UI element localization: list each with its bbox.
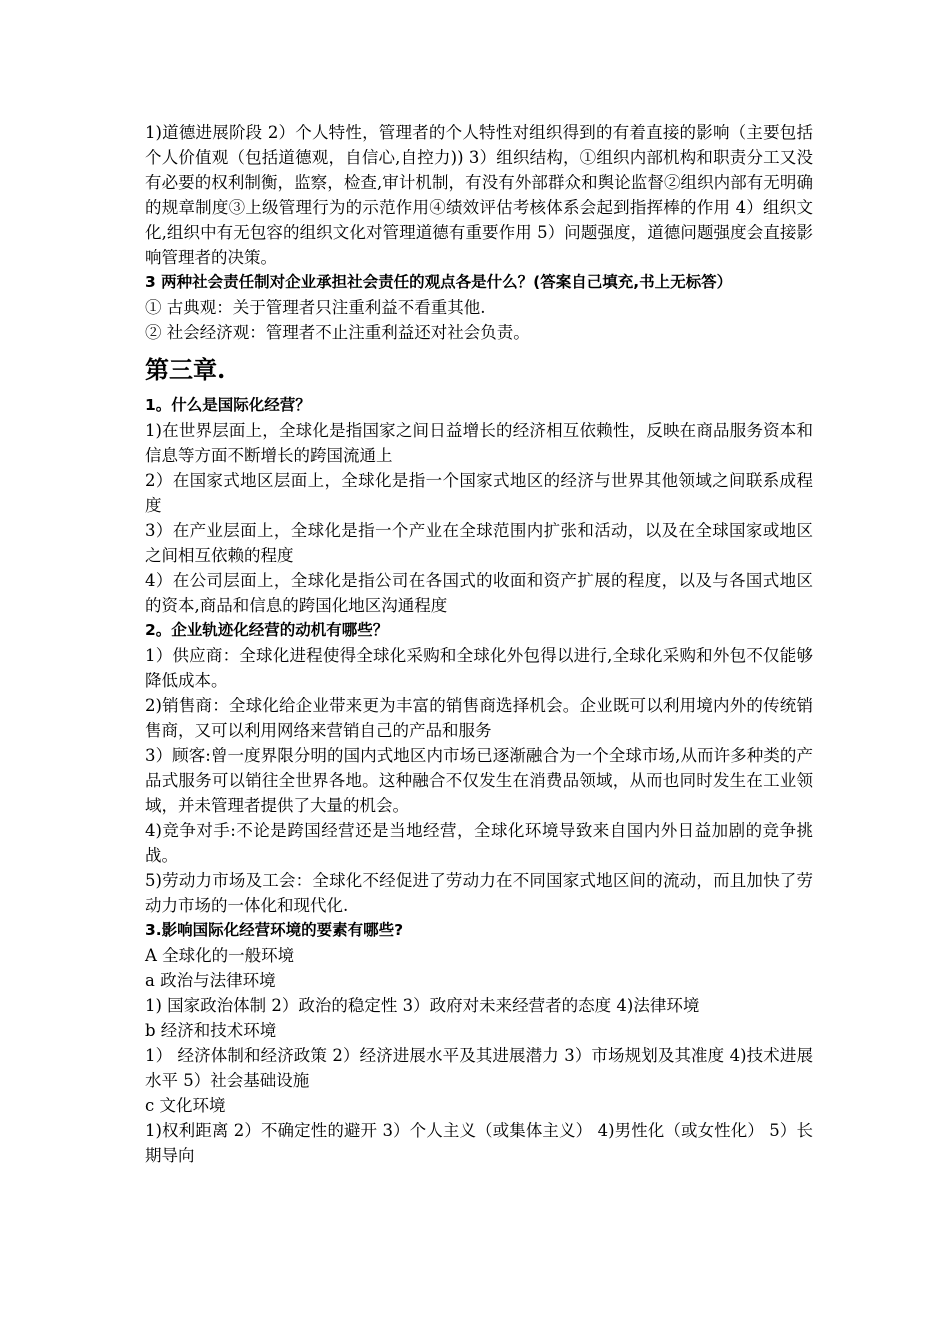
paragraph-customers: 3）顾客:曾一度界限分明的国内式地区内市场已逐渐融合为一个全球市场,从而许多种类的产品式服务可以销往全世界各地。这种融合不仅发生在消费品领域，从而也同时发生在工业领域，并未管理者提供了大量的机会。 xyxy=(145,746,813,815)
paragraph-world-level: 1)在世界层面上，全球化是指国家之间日益增长的经济相互依赖性，反映在商品服务资本和信息等方面不断增长的跨国流通上 xyxy=(145,421,813,465)
question-internationalization: 1。什么是国际化经营？ xyxy=(145,396,311,414)
question-social-responsibility: 3 两种社会责任制对企业承担社会责任的观点各是什么？(答案自己填充,书上无标答） xyxy=(145,273,733,291)
paragraph-competitors: 4)竞争对手:不论是跨国经营还是当地经营，全球化环境导致来自国内外日益加剧的竞争挑战。 xyxy=(145,821,813,865)
paragraph-general-environment: A 全球化的一般环境 xyxy=(145,946,295,965)
answer-classical-view: ① 古典观：关于管理者只注重利益不看重其他. xyxy=(145,298,486,317)
question-motives: 2。企业轨迹化经营的动机有哪些？ xyxy=(145,621,389,639)
document-body xyxy=(145,120,813,1168)
paragraph-suppliers: 1）供应商：全球化进程使得全球化采购和全球化外包得以进行,全球化采购和外包不仅能够降低成本。 xyxy=(145,646,813,690)
paragraph-political-list: 1) 国家政治体制 2）政治的稳定性 3）政府对未来经营者的态度 4)法律环境 xyxy=(145,996,700,1015)
paragraph-distributors: 2)销售商：全球化给企业带来更为丰富的销售商选择机会。企业既可以利用境内外的传统销售商，又可以利用网络来营销自己的产品和服务 xyxy=(145,696,813,740)
paragraph-ethics-factors: 1)道德进展阶段 2）个人特性，管理者的个人特性对组织得到的有着直接的影响（主要包括个人价值观（包括道德观，自信心,自控力)) 3）组织结构，①组织内部机构和职责分工又没有必要的权利制衡，监察，检查,审计机制，有没有外部群众和舆论监督②组织内部有无明确的规章制度③上级管理行为的示范作用④绩效评估考核体系会起到指挥棒的作用 4）组织文化,组织中有无包容的组织文化对管理道德有重要作用 5）问题强度，道德问题强度会直接影响管理者的决策。 xyxy=(145,123,813,267)
chapter-heading: 第三章. xyxy=(145,355,226,384)
paragraph-economic-tech: b 经济和技术环境 xyxy=(145,1021,277,1040)
paragraph-country-level: 2）在国家式地区层面上，全球化是指一个国家式地区的经济与世界其他领域之间联系成程度 xyxy=(145,471,813,515)
paragraph-culture: c 文化环境 xyxy=(145,1096,226,1115)
paragraph-political-legal: a 政治与法律环境 xyxy=(145,971,276,990)
answer-socioeconomic-view: ② 社会经济观：管理者不止注重利益还对社会负责。 xyxy=(145,323,530,342)
paragraph-company-level: 4）在公司层面上，全球化是指公司在各国式的收面和资产扩展的程度，以及与各国式地区的资本,商品和信息的跨国化地区沟通程度 xyxy=(145,571,813,615)
paragraph-industry-level: 3）在产业层面上，全球化是指一个产业在全球范围内扩张和活动，以及在全球国家或地区之间相互依赖的程度 xyxy=(145,521,813,565)
paragraph-labor-market: 5)劳动力市场及工会：全球化不经促进了劳动力在不同国家式地区间的流动，而且加快了劳动力市场的一体化和现代化. xyxy=(145,871,813,915)
question-environment-factors: 3.影响国际化经营环境的要素有哪些? xyxy=(145,921,404,939)
paragraph-economic-list: 1） 经济体制和经济政策 2）经济进展水平及其进展潜力 3）市场规划及其准度 4)技术进展水平 5）社会基础设施 xyxy=(145,1046,813,1090)
paragraph-culture-list: 1)权利距离 2）不确定性的避开 3）个人主义（或集体主义） 4)男性化（或女性化） 5）长期导向 xyxy=(145,1121,813,1165)
